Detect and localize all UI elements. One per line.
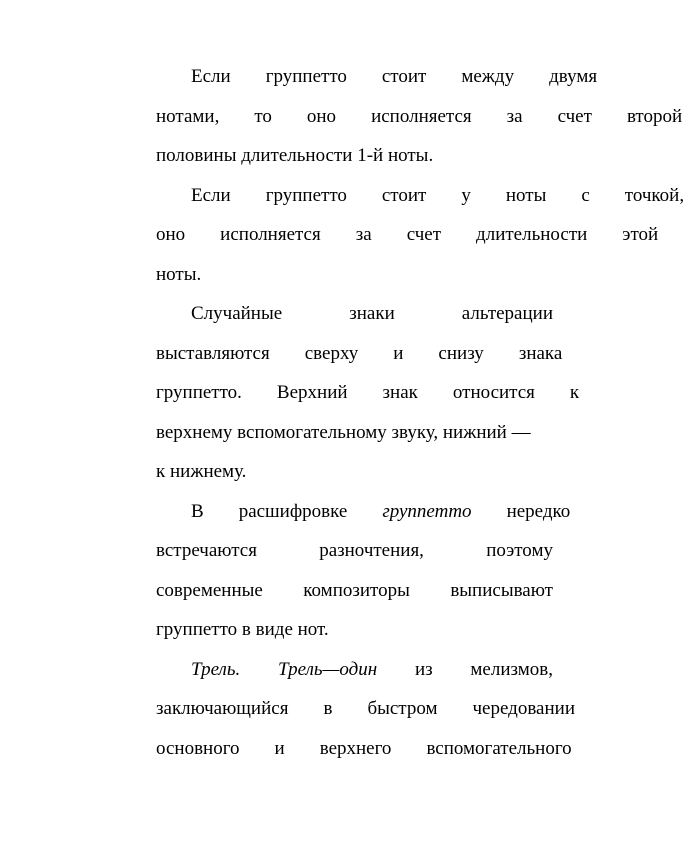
word: между <box>461 66 515 87</box>
word: верхнего <box>319 737 392 759</box>
text-line <box>121 176 684 216</box>
word: Случайные <box>191 303 283 324</box>
word: в <box>323 698 333 719</box>
italic-term: Трель—один <box>278 658 378 680</box>
word: группетто <box>265 184 347 206</box>
word: снизу <box>438 342 484 364</box>
paragraph-5 <box>121 650 575 769</box>
text-line <box>121 97 683 137</box>
word: альтерации <box>461 303 553 324</box>
word: ноты <box>505 184 547 206</box>
word: композиторы <box>303 579 410 601</box>
word: поэтому <box>486 540 553 561</box>
word: счет <box>557 105 592 127</box>
text-line <box>121 729 572 769</box>
text-line <box>121 650 553 690</box>
text-line <box>121 215 659 255</box>
word: знак <box>382 382 418 403</box>
word: и <box>393 342 404 364</box>
text-line <box>121 57 598 97</box>
text-line <box>121 136 553 176</box>
word: вспомогательного <box>426 737 572 759</box>
word: стоит <box>381 184 427 206</box>
paragraph-1 <box>121 57 683 176</box>
word: длительности <box>476 224 588 245</box>
word: В <box>191 500 204 522</box>
word: нотами, <box>156 105 220 127</box>
word: чередовании <box>472 698 575 719</box>
word: группетто <box>265 66 347 87</box>
line-text: ноты. <box>156 263 202 285</box>
word: Если <box>191 184 231 206</box>
text-line <box>121 689 575 729</box>
text-line <box>121 531 553 571</box>
word: с <box>581 184 590 206</box>
word: к <box>569 382 580 403</box>
word: встречаются <box>156 540 257 561</box>
word: за <box>506 105 523 127</box>
word: второй <box>626 105 683 127</box>
word: Если <box>191 66 231 87</box>
word: оно <box>156 224 186 245</box>
word: заключающийся <box>156 698 289 719</box>
line-text: верхнему вспомогательному звуку, нижний — <box>156 421 531 443</box>
text-line <box>121 255 553 295</box>
italic-term: группетто <box>382 500 472 522</box>
word: быстром <box>367 698 438 719</box>
word: то <box>254 105 272 127</box>
word: счет <box>406 224 442 245</box>
word: расшифровке <box>238 500 348 522</box>
word: современные <box>156 579 263 601</box>
paragraph-3 <box>121 294 580 492</box>
word: за <box>355 224 372 245</box>
word: разночтения, <box>319 540 424 561</box>
line-text: половины длительности 1-й ноты. <box>156 145 434 166</box>
paragraph-4 <box>121 492 571 650</box>
italic-term: Трель. <box>191 658 241 680</box>
word: этой <box>622 224 659 245</box>
word: сверху <box>304 342 359 364</box>
word: выставляются <box>156 342 270 364</box>
text-line <box>121 610 553 650</box>
word: из <box>414 658 433 680</box>
word: знаки <box>349 303 395 324</box>
word: относится <box>452 382 535 403</box>
word: Верхний <box>276 382 348 403</box>
word: исполняется <box>371 105 472 127</box>
word: двумя <box>549 66 598 87</box>
word: знака <box>518 342 563 364</box>
paragraph-2 <box>121 176 684 295</box>
text-line <box>121 452 553 492</box>
text-line <box>121 373 580 413</box>
word: основного <box>156 737 240 759</box>
line-text: группетто в виде нот. <box>156 619 329 640</box>
word: мелизмов, <box>470 658 553 680</box>
word: нередко <box>506 500 571 522</box>
text-line <box>121 413 553 453</box>
text-line <box>121 492 571 532</box>
word: оно <box>306 105 337 127</box>
word: у <box>461 184 471 206</box>
text-line <box>121 571 553 611</box>
word: выписывают <box>450 579 553 601</box>
document-page <box>121 57 684 768</box>
line-text: к нижнему. <box>156 461 247 482</box>
word: точкой, <box>624 184 684 206</box>
word: стоит <box>381 66 427 87</box>
word: исполняется <box>220 224 321 245</box>
text-line <box>121 294 553 334</box>
word: и <box>274 737 285 759</box>
word: группетто. <box>156 382 242 403</box>
text-line <box>121 334 563 374</box>
